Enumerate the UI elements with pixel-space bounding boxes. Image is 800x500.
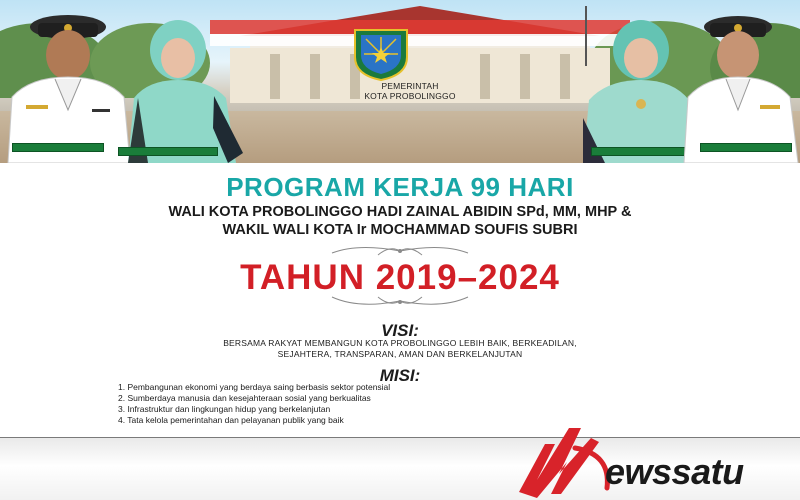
mayor-wife-photo — [118, 18, 250, 163]
newssatu-wordmark — [605, 451, 744, 493]
misi-item: 2. Sumberdaya manusia dan kesejahteraan sosial yang berkualitas — [118, 393, 371, 403]
period-year: TAHUN 2019–2024 — [240, 258, 560, 297]
bottom-ornament — [328, 293, 472, 311]
leaders-heading — [0, 203, 800, 239]
visi-line: SEJAHTERA, TRANSPARAN, AMAN DAN BERKELANJUTAN — [277, 349, 523, 359]
header-photo-banner — [0, 0, 800, 163]
misi-item: 1. Pembangunan ekonomi yang berdaya saing berbasis sektor potensial — [118, 382, 391, 392]
vice-mayor-wife-name-plate — [591, 147, 691, 156]
visi-text — [0, 338, 800, 360]
misi-item: 4. Tata kelola pemerintahan dan pelayanan publik yang baik — [118, 415, 344, 425]
misi-item: 3. Infrastruktur dan lingkungan hidup yang berkelanjutan — [118, 404, 331, 414]
gov-label-line1: PEMERINTAH — [381, 81, 439, 91]
mayor-line: WALI KOTA PROBOLINGGO HADI ZAINAL ABIDIN SPd, MM, MHP & — [168, 204, 632, 220]
visi-line: BERSAMA RAKYAT MEMBANGUN KOTA PROBOLINGGO LEBIH BAIK, BERKEADILAN, — [223, 338, 577, 348]
vice-mayor-line: WAKIL WALI KOTA Ir MOCHAMMAD SOUFIS SUBRI — [222, 222, 578, 238]
mayor-name-plate — [12, 143, 104, 152]
visi-heading: VISI: — [381, 321, 419, 340]
program-title: PROGRAM KERJA 99 HARI — [226, 172, 574, 202]
vice-mayor-photo — [680, 5, 800, 163]
brand-word: ewssatu — [605, 451, 744, 492]
government-label — [330, 81, 490, 101]
probolinggo-city-emblem — [352, 27, 410, 81]
vice-mayor-name-plate — [700, 143, 792, 152]
mayor-wife-name-plate — [118, 147, 218, 156]
gov-label-line2: KOTA PROBOLINGGO — [364, 91, 456, 101]
misi-heading: MISI: — [379, 366, 421, 385]
top-ornament — [328, 243, 472, 259]
